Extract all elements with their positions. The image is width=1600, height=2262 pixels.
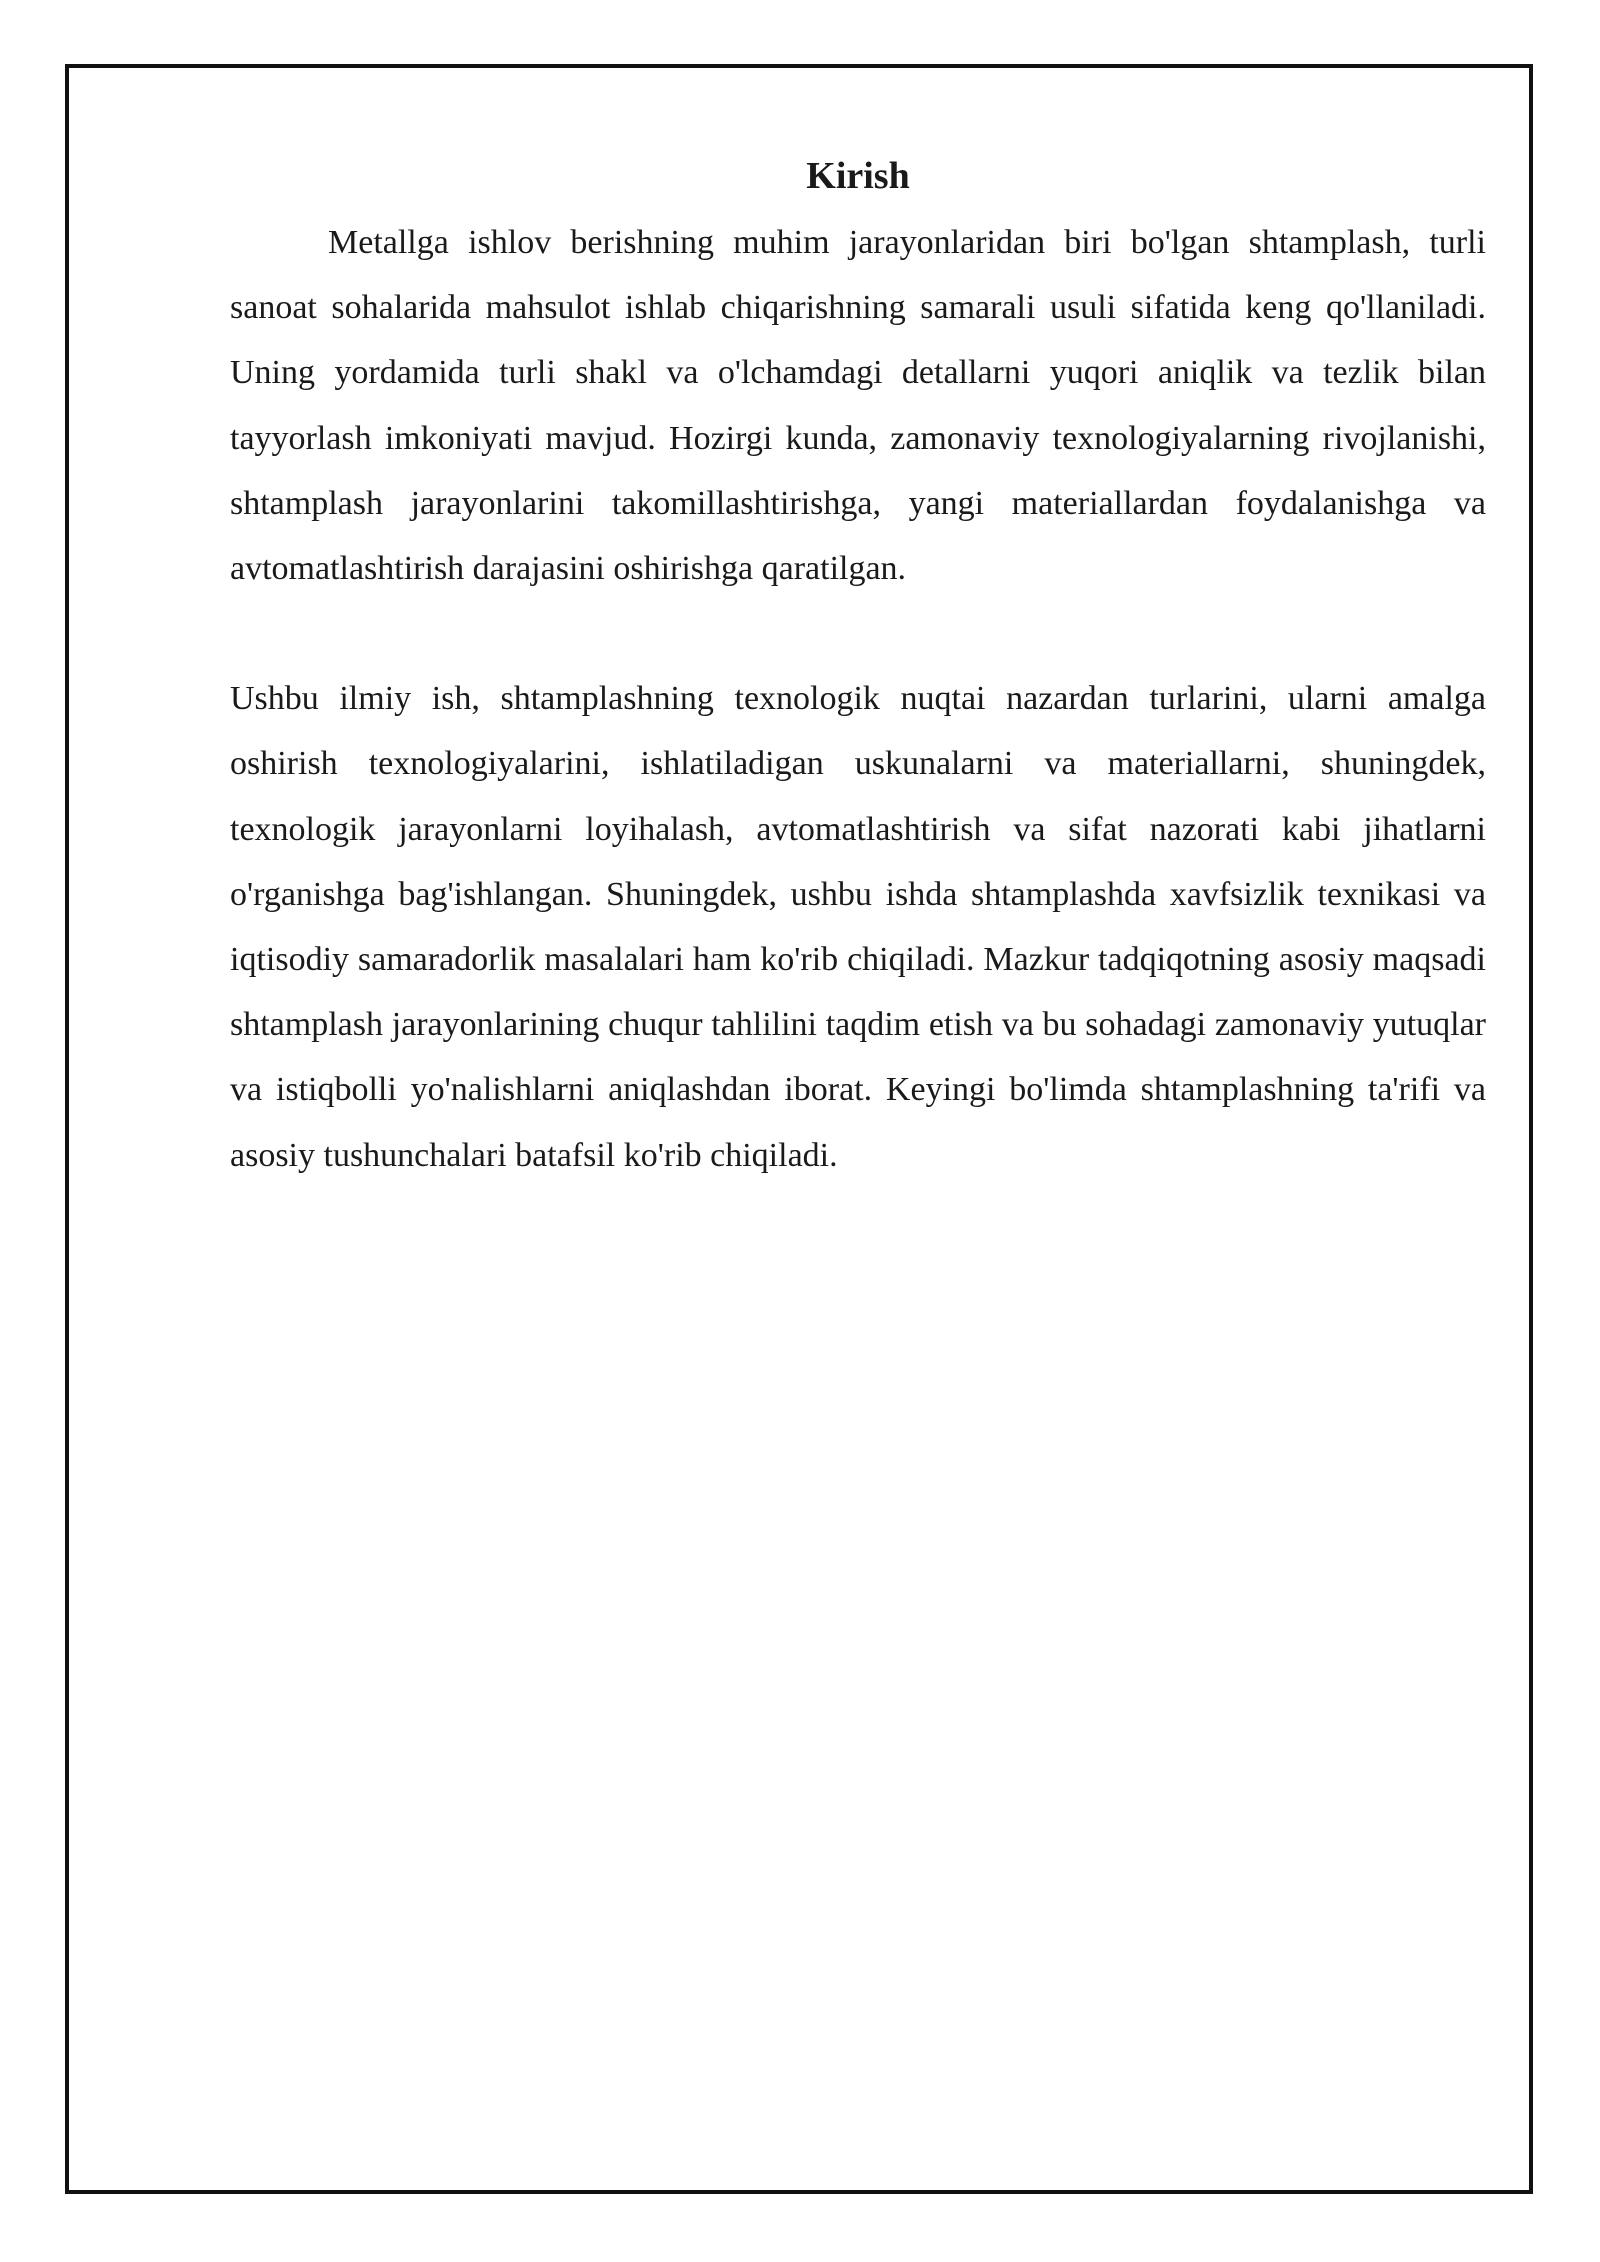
paragraph-2: Ushbu ilmiy ish, shtamplashning texnologik nuqtai nazardan turlarini, ularni amalga oshirish texnologiyalarini, ishlatiladigan uskunalarni va materiallarni, shuningdek, texnologik jarayonlarni loyihalash, avtomatlashtirish va sifat nazorati kabi jihatlarni o'rganishga bag'ishlangan. Shuningdek, ushbu ishda shtamplashda xavfsizlik texnikasi va iqtisodiy samaradorlik masalalari ham ko'rib chiqiladi. Mazkur tadqiqotning asosiy maqsadi shtamplash jarayonlarining chuqur tahlilini taqdim etish va bu sohadagi zamonaviy yutuqlar va istiqbolli yo'nalishlarni aniqlashdan iborat. Keyingi bo'limda shtamplashning ta'rifi va asosiy tushunchalari batafsil ko'rib chiqiladi.: [230, 680, 1486, 1174]
paragraph-spacer: [230, 601, 1486, 666]
paragraph-1: Metallga ishlov berishning muhim jarayonlaridan biri bo'lgan shtamplash, turli sanoat sohalarida mahsulot ishlab chiqarishning samarali usuli sifatida keng qo'llaniladi. Uning yordamida turli shakl va o'lchamdagi detallarni yuqori aniqlik va tezlik bilan tayyorlash imkoniyati mavjud. Hozirgi kunda, zamonaviy texnologiyalarning rivojlanishi, shtamplash jarayonlarini takomillashtirishga, yangi materiallardan foydalanishga va avtomatlashtirish darajasini oshirishga qaratilgan.: [230, 224, 1486, 588]
document-body: [230, 150, 1486, 1188]
section-title: Kirish: [806, 155, 910, 197]
